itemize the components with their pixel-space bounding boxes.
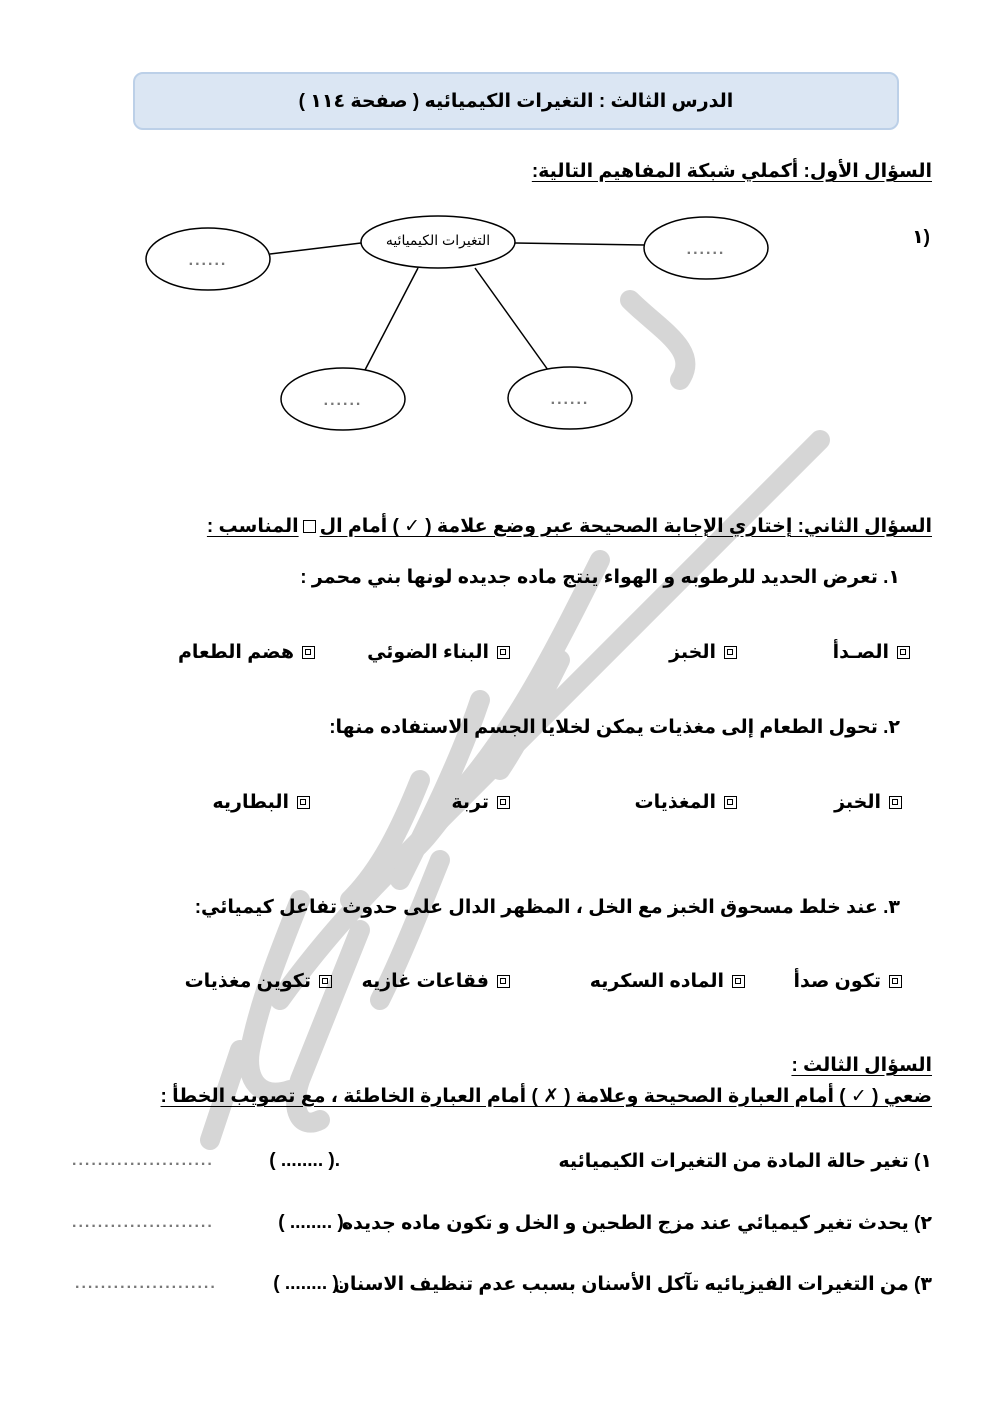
q2-item-3-option-1[interactable] [794, 970, 902, 993]
q3-item-3-answer[interactable]: ( ........ ). [273, 1273, 344, 1294]
q1-heading: السؤال الأول: أكملي شبكة المفاهيم التالية: [531, 161, 932, 182]
q2-heading [207, 515, 932, 538]
q3-item-1-text: ١) تغير حالة المادة من التغيرات الكيميائيه [558, 1151, 932, 1172]
checkbox-icon[interactable] [897, 646, 910, 659]
concept-map-blank-right[interactable]: ...... [686, 241, 726, 258]
q3-item-1-answer[interactable]: ( ........ ). [269, 1150, 340, 1171]
option-label: الصـدأ [832, 642, 889, 663]
q1-number: ١) [912, 227, 930, 248]
checkbox-icon[interactable] [732, 975, 745, 988]
q2-item-2-option-1[interactable] [834, 791, 902, 814]
q2-item-1-option-2[interactable] [669, 641, 737, 664]
option-label: الماده السكريه [589, 971, 724, 992]
option-label: تربة [451, 792, 489, 813]
q2-heading-part1: السؤال الثاني: إختاري الإجابة الصحيحة عبر وضع علامة ( ✓ ) أمام ال [319, 516, 932, 537]
concept-map-link-bottom-right [475, 268, 548, 370]
q2-item-1-option-1[interactable] [833, 641, 910, 664]
concept-map-link-right [515, 243, 645, 245]
q2-item-2-option-3[interactable] [451, 791, 510, 814]
q2-item-3-option-3[interactable] [362, 970, 510, 993]
q2-item-1-option-3[interactable] [367, 641, 510, 664]
checkbox-icon[interactable] [724, 796, 737, 809]
checkbox-icon [303, 520, 316, 533]
q3-item-1-correction-line[interactable]: ...................... [72, 1152, 214, 1169]
q2-item-3-option-2[interactable] [590, 970, 745, 993]
concept-map-blank-left[interactable]: ...... [188, 252, 228, 269]
q2-item-2-option-2[interactable] [635, 791, 737, 814]
q3-item-2-answer[interactable]: ( ........ ). [278, 1212, 349, 1233]
concept-map-blank-bottom-left[interactable]: ...... [323, 392, 363, 409]
q3-item-2-text: ٢) يحدث تغير كيميائي عند مزج الطحين و الخل و تكون ماده جديده [341, 1213, 932, 1234]
concept-map-blank-bottom-right[interactable]: ...... [550, 391, 590, 408]
q3-item-3-text: ٣) من التغيرات الفيزيائيه تآكل الأسنان بسبب عدم تنظيف الاسنان [333, 1274, 932, 1295]
checkbox-icon[interactable] [319, 975, 332, 988]
checkbox-icon[interactable] [302, 646, 315, 659]
option-label: الخبز [834, 792, 881, 813]
q2-item-3-option-4[interactable] [185, 970, 332, 993]
q2-heading-part2: المناسب : [206, 516, 299, 537]
concept-map-link-bottom-left [365, 268, 418, 370]
checkbox-icon[interactable] [497, 975, 510, 988]
checkbox-icon[interactable] [497, 646, 510, 659]
lesson-title: الدرس الثالث : التغيرات الكيميائيه ( صفحة ١١٤ ) [298, 90, 734, 112]
checkbox-icon[interactable] [497, 796, 510, 809]
q2-item-2-text: ٢. تحول الطعام إلى مغذيات يمكن لخلايا الجسم الاستفاده منها: [329, 717, 900, 738]
concept-map-center-label: التغيرات الكيميائيه [385, 232, 491, 248]
option-label: هضم الطعام [177, 642, 294, 663]
option-label: فقاعات غازيه [361, 971, 489, 992]
option-label: تكوين مغذيات [184, 971, 311, 992]
option-label: البناء الضوئي [367, 642, 489, 663]
q3-item-3-correction-line[interactable]: ...................... [75, 1275, 217, 1292]
q2-item-3-text: ٣. عند خلط مسحوق الخبز مع الخل ، المظهر الدال على حدوث تفاعل كيميائي: [194, 897, 900, 918]
q3-item-2-correction-line[interactable]: ...................... [72, 1214, 214, 1231]
q2-item-1-text: ١. تعرض الحديد للرطوبه و الهواء ينتج ماده جديده لونها بني محمر : [300, 567, 900, 588]
q3-heading: السؤال الثالث : [791, 1055, 932, 1076]
checkbox-icon[interactable] [724, 646, 737, 659]
checkbox-icon[interactable] [297, 796, 310, 809]
checkbox-icon[interactable] [889, 796, 902, 809]
option-label: الخبز [669, 642, 716, 663]
q2-item-2-option-4[interactable] [212, 791, 310, 814]
option-label: البطاريه [212, 792, 289, 813]
concept-map-link-left [270, 243, 361, 254]
q3-instruction: ضعي ( ✓ ) أمام العبارة الصحيحة وعلامة ( ✗ ) أمام العبارة الخاطئة ، مع تصويب الخطأ : [160, 1086, 932, 1107]
option-label: المغذيات [634, 792, 716, 813]
checkbox-icon[interactable] [889, 975, 902, 988]
q2-item-1-option-4[interactable] [178, 641, 315, 664]
option-label: تكون صدأ [793, 971, 881, 992]
